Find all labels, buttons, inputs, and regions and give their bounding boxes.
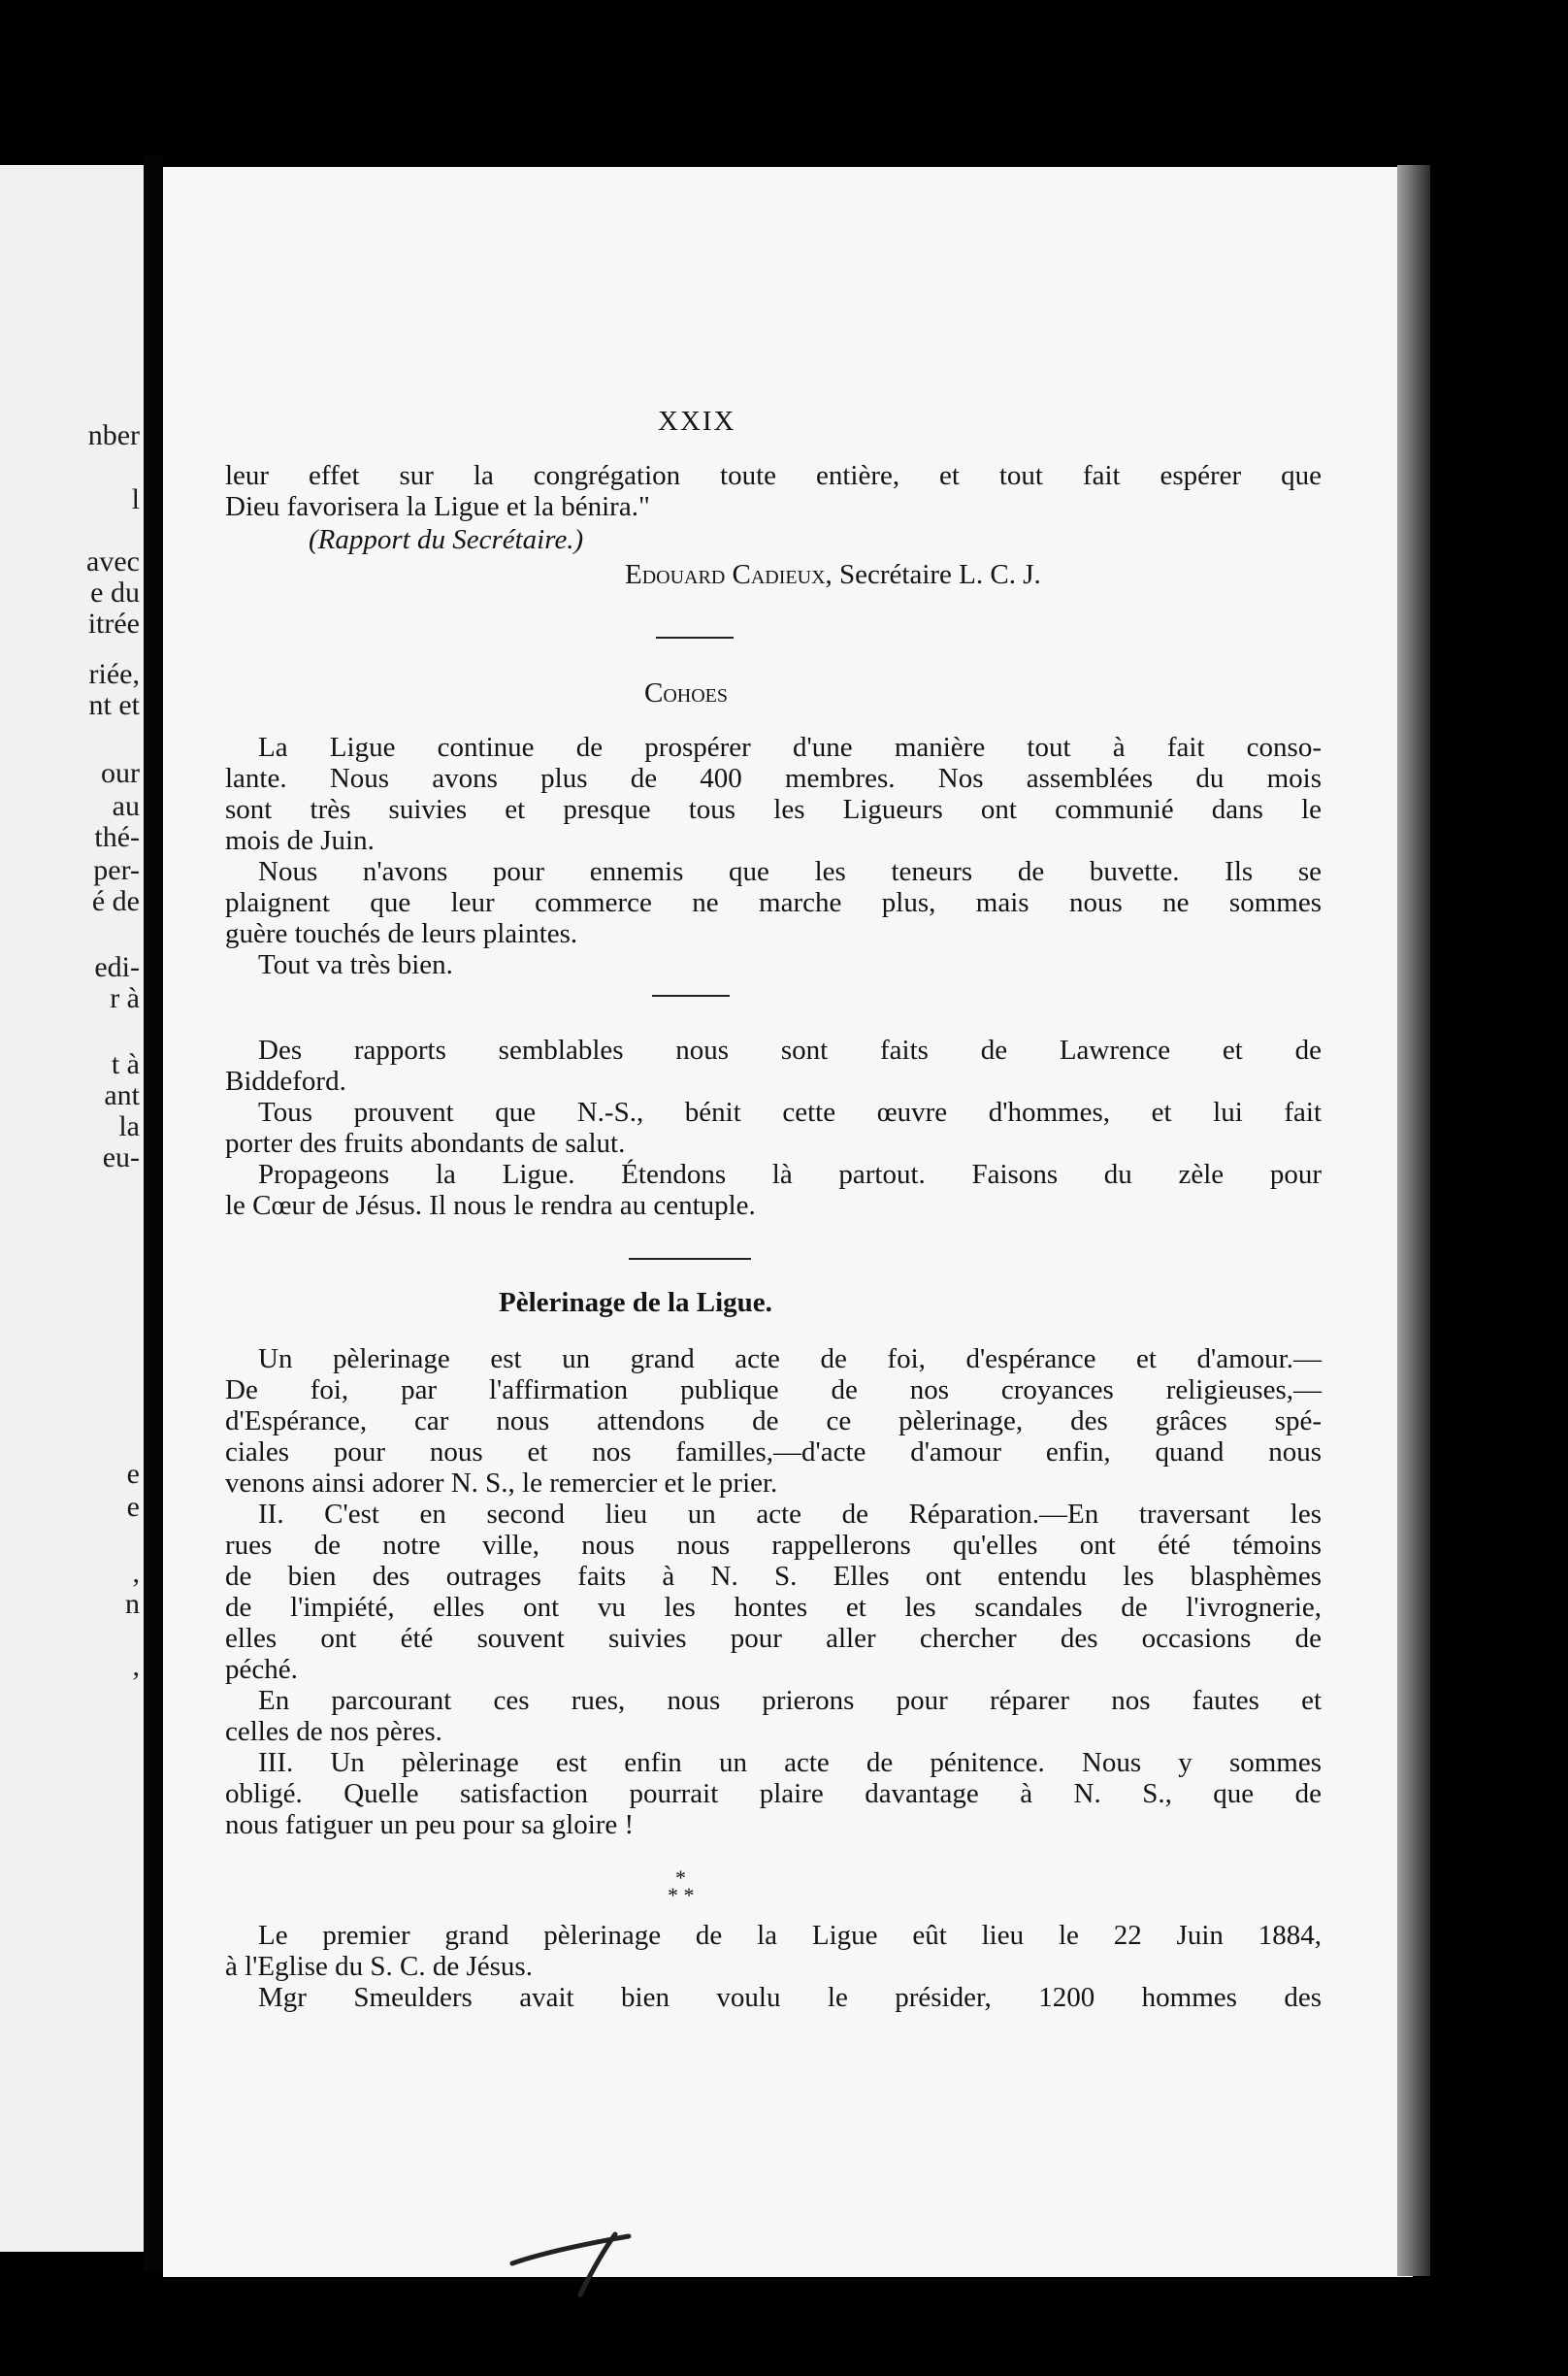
- facing-page-text: nt et: [88, 689, 140, 721]
- section-divider: [629, 1258, 751, 1260]
- paragraph-line: porter des fruits abondants de salut.: [225, 1128, 626, 1159]
- document-page: [163, 167, 1413, 2277]
- paragraph-line: de bien des outrages faits à N. S. Elles ont entendu les blasphèmes: [225, 1561, 1322, 1592]
- book-spine: [144, 155, 163, 2271]
- facing-page-text: l: [131, 483, 140, 515]
- facing-page-text: la: [118, 1110, 140, 1142]
- paragraph-line: La Ligue continue de prospérer d'une manière tout à fait conso-: [258, 732, 1322, 763]
- facing-page-text: our: [101, 757, 140, 789]
- facing-page-text: e: [126, 1491, 140, 1523]
- paragraph-line: de l'impiété, elles ont vu les hontes et les scandales de l'ivrognerie,: [225, 1592, 1322, 1623]
- paragraph-line: mois de Juin.: [225, 825, 375, 856]
- asterism-bottom: * *: [668, 1883, 695, 1907]
- paragraph-line: le Cœur de Jésus. Il nous le rendra au centuple.: [225, 1190, 756, 1221]
- section-heading: Pèlerinage de la Ligue.: [499, 1287, 772, 1318]
- paragraph-line: Tout va très bien.: [258, 949, 453, 980]
- paragraph-line: venons ainsi adorer N. S., le remercier et le prier.: [225, 1468, 778, 1499]
- paragraph-line: Tous prouvent que N.-S., bénit cette œuvre d'hommes, et lui fait: [258, 1097, 1322, 1128]
- facing-page-text: ant: [104, 1079, 140, 1111]
- facing-page-text: au: [112, 790, 140, 822]
- signature-name: Edouard Cadieux: [625, 559, 826, 590]
- section-heading: Cohoes: [644, 677, 729, 709]
- paragraph-line: III. Un pèlerinage est enfin un acte de pénitence. Nous y sommes: [258, 1747, 1322, 1778]
- paragraph-line: d'Espérance, car nous attendons de ce pèlerinage, des grâces spé-: [225, 1405, 1322, 1436]
- facing-page-text: edi-: [94, 951, 140, 983]
- paragraph-line: Nous n'avons pour ennemis que les teneurs de buvette. Ils se: [258, 856, 1322, 887]
- paragraph-line: leur effet sur la congrégation toute entière, et tout fait espérer que: [225, 460, 1322, 491]
- facing-page-text: riée,: [88, 658, 140, 690]
- facing-page-text: ,: [132, 1650, 140, 1682]
- facing-page-text: ,: [132, 1557, 140, 1589]
- facing-page-text: r à: [110, 982, 140, 1014]
- paragraph-line: elles ont été souvent suivies pour aller chercher des occasions de: [225, 1623, 1322, 1654]
- facing-page-text: thé-: [94, 821, 140, 853]
- signature: [625, 561, 1041, 589]
- paragraph-line: à l'Eglise du S. C. de Jésus.: [225, 1951, 533, 1982]
- paragraph-line: Un pèlerinage est un grand acte de foi, d'espérance et d'amour.—: [258, 1343, 1322, 1374]
- facing-page-text: t à: [111, 1048, 140, 1080]
- paragraph-line: nous fatiguer un peu pour sa gloire !: [225, 1809, 635, 1840]
- paragraph-line: II. C'est en second lieu un acte de Réparation.—En traversant les: [258, 1499, 1322, 1530]
- facing-page-text: e: [126, 1458, 140, 1490]
- paragraph-line: lante. Nous avons plus de 400 membres. Nos assemblées du mois: [225, 763, 1322, 794]
- section-divider: [652, 995, 730, 997]
- facing-page-text: eu-: [102, 1141, 140, 1173]
- paragraph-line: Le premier grand pèlerinage de la Ligue eût lieu le 22 Juin 1884,: [258, 1920, 1322, 1951]
- paragraph-line: Propageons la Ligue. Étendons là partout. Faisons du zèle pour: [258, 1159, 1322, 1190]
- paragraph-line: Des rapports semblables nous sont faits de Lawrence et de: [258, 1035, 1322, 1066]
- paragraph-line: De foi, par l'affirmation publique de nos croyances religieuses,—: [225, 1374, 1322, 1405]
- paragraph-line: plaignent que leur commerce ne marche plus, mais nous ne sommes: [225, 887, 1322, 918]
- paragraph-line: Dieu favorisera la Ligue et la bénira.": [225, 491, 650, 522]
- paragraph-line: En parcourant ces rues, nous prierons pour réparer nos fautes et: [258, 1685, 1322, 1716]
- paragraph-line: sont très suivies et presque tous les Ligueurs ont communié dans le: [225, 794, 1322, 825]
- facing-page-text: n: [125, 1588, 140, 1620]
- facing-page-text: avec: [86, 545, 140, 578]
- paragraph-line: rues de notre ville, nous nous rappellerons qu'elles ont été témoins: [225, 1530, 1322, 1561]
- facing-page-text: per-: [93, 854, 140, 886]
- facing-page-text: é de: [91, 885, 140, 917]
- paragraph-line: Biddeford.: [225, 1066, 346, 1097]
- facing-page-text: nber: [87, 419, 140, 451]
- paragraph-line: celles de nos pères.: [225, 1716, 442, 1747]
- paragraph-line: obligé. Quelle satisfaction pourrait plaire davantage à N. S., que de: [225, 1778, 1322, 1809]
- asterism-top: *: [675, 1865, 686, 1890]
- paragraph-line: guère touchés de leurs plaintes.: [225, 918, 578, 949]
- signature-title: , Secrétaire L. C. J.: [825, 559, 1041, 590]
- facing-page-text: itrée: [87, 608, 140, 640]
- facing-page-text: e du: [90, 577, 140, 609]
- page-edge: [1397, 165, 1430, 2276]
- page-number: XXIX: [658, 406, 736, 437]
- section-divider: [656, 637, 734, 639]
- paragraph-line: ciales pour nous et nos familles,—d'acte d'amour enfin, quand nous: [225, 1436, 1322, 1468]
- paragraph-line: Mgr Smeulders avait bien voulu le présider, 1200 hommes des: [258, 1982, 1322, 2013]
- source-citation: (Rapport du Secrétaire.): [309, 524, 584, 555]
- handwritten-mark: [493, 2217, 658, 2314]
- facing-page-fragment: [0, 165, 144, 2252]
- paragraph-line: péché.: [225, 1654, 298, 1685]
